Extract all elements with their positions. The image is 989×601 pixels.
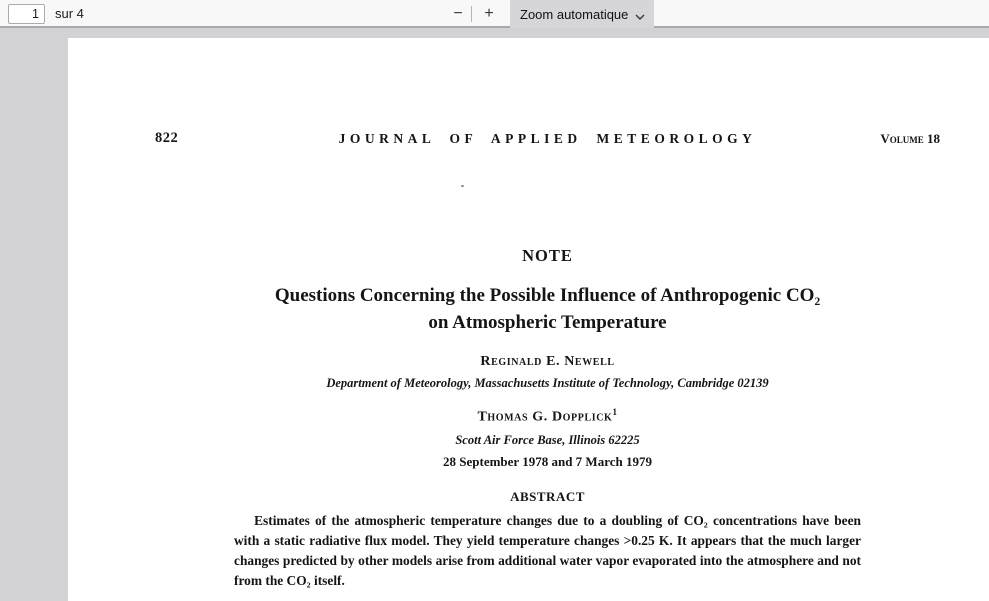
page-folio-number: 822 (155, 130, 179, 146)
abstract-heading: ABSTRACT (510, 489, 585, 504)
zoom-in-button[interactable]: + (476, 0, 502, 28)
footnote-marker: 1 (612, 407, 618, 417)
volume-label: Volume 18 (880, 131, 940, 146)
pdf-toolbar (0, 0, 989, 28)
paper-title-line-1: Questions Concerning the Possible Influence of Anthropogenic CO₂ (274, 285, 821, 306)
journal-title: JOURNAL OF APPLIED METEOROLOGY (338, 131, 757, 146)
paper-title (155, 282, 940, 336)
scan-speck (461, 185, 464, 187)
page-count-label: sur 4 (55, 6, 84, 21)
author-name-text: Reginald E. Newell (480, 354, 615, 369)
note-heading: NOTE (522, 246, 573, 265)
viewer-scroll-area[interactable] (0, 30, 989, 601)
chevron-down-icon (634, 9, 646, 19)
zoom-select[interactable] (510, 0, 654, 28)
paper-title-line-2: on Atmospheric Temperature (428, 312, 667, 333)
author-name-dopplick (155, 407, 940, 426)
zoom-select-value: Zoom automatique (520, 6, 629, 22)
author-name-text: Thomas G. Dopplick (477, 409, 613, 425)
author-affiliation-mit: Department of Meteorology, Massachusetts Institute of Technology, Cambridge 02139 (326, 376, 769, 390)
received-dates: 28 September 1978 and 7 March 1979 (443, 454, 652, 469)
toolbar-divider (471, 6, 472, 22)
running-head (155, 130, 940, 150)
zoom-out-button[interactable]: − (445, 0, 471, 28)
page-number-input[interactable] (8, 4, 45, 24)
page-content-column (155, 38, 940, 601)
abstract-text: Estimates of the atmospheric temperature changes due to a doubling of CO₂ concentrations have been with a static radiative flux model. They yield temperature changes >0.25 K. It appears that the much larger changes predicted by other models arise from additional water vapor evaporated into the atmosphere and not from the CO₂ itself. (234, 513, 861, 588)
author-name-newell (155, 354, 940, 370)
document-page (68, 38, 989, 601)
author-affiliation-scott: Scott Air Force Base, Illinois 62225 (455, 433, 640, 447)
